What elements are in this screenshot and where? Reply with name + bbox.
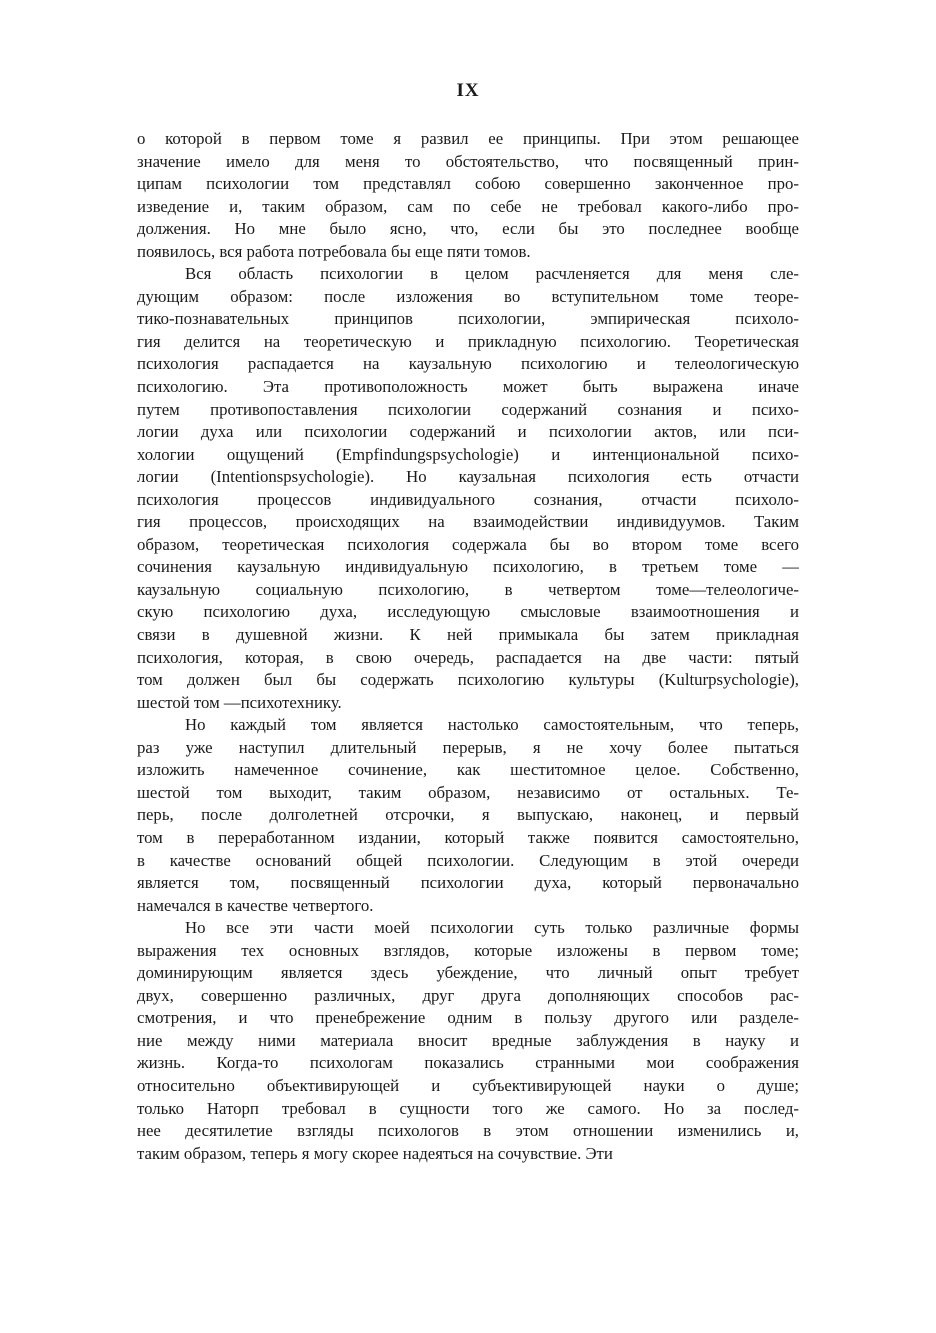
page-number: IX bbox=[456, 80, 480, 101]
text-line: в качестве оснований общей психологии. Следующим в этой очереди bbox=[137, 850, 799, 870]
text-line: смотрения, и что пренебрежение одним в пользу другого или разделе- bbox=[137, 1008, 799, 1028]
text-line: жизнь. Когда-то психологам показались странными мои соображения bbox=[137, 1053, 799, 1073]
paragraph bbox=[137, 263, 799, 714]
paragraph bbox=[137, 714, 799, 917]
text-line: является том, посвященный психологии духа, который первоначально bbox=[137, 873, 799, 893]
text-line: двух, совершенно различных, друг друга дополняющих способов рас- bbox=[137, 985, 799, 1005]
text-line: раз уже наступил длительный перерыв, я не хочу более пытаться bbox=[137, 737, 799, 757]
text-line: доминирующим является здесь убеждение, что личный опыт требует bbox=[137, 963, 799, 983]
text-line: относительно объективирующей и субъективирующей науки о душе; bbox=[137, 1075, 799, 1095]
text-line: только Наторп требовал в сущности того же самого. Но за послед- bbox=[137, 1098, 799, 1118]
text-line: изложить намеченное сочинение, как шеститомное целое. Собственно, bbox=[137, 760, 799, 780]
text-line: психология, которая, в свою очередь, распадается на две части: пятый bbox=[137, 647, 799, 667]
text-line: дующим образом: после изложения во вступительном томе теоре- bbox=[137, 286, 799, 306]
text-line: ципам психологии том представлял собою совершенно законченное про- bbox=[137, 174, 799, 194]
text-line: Вся область психологии в целом расчленяется для меня сле- bbox=[185, 264, 799, 284]
text-line: психология распадается на каузальную психологию и телеологическую bbox=[137, 354, 799, 374]
text-line: гия делится на теоретическую и прикладную психологию. Теоретическая bbox=[137, 331, 799, 351]
text-line: шестой том —психотехнику. bbox=[137, 692, 342, 712]
text-line: изведение и, таким образом, сам по себе не требовал какого-либо про- bbox=[137, 196, 799, 216]
text-line: гия процессов, происходящих на взаимодействии индивидуумов. Таким bbox=[137, 512, 799, 532]
paragraph bbox=[137, 917, 799, 1165]
text-line: сочинения каузальную индивидуальную психологию, в третьем томе — bbox=[137, 557, 799, 577]
text-line: связи в душевной жизни. К ней примыкала бы затем прикладная bbox=[137, 625, 799, 645]
text-line: логии (Intentionspsychologie). Но каузальная психология есть отчасти bbox=[137, 467, 799, 487]
text-line: путем противопоставления психологии содержаний сознания и психо- bbox=[137, 399, 799, 419]
text-line: должения. Но мне было ясно, что, если бы это последнее вообще bbox=[137, 219, 799, 239]
text-line: перь, после долголетней отсрочки, я выпускаю, наконец, и первый bbox=[137, 805, 799, 825]
text-line: Но каждый том является настолько самостоятельным, что теперь, bbox=[185, 715, 799, 735]
text-line: том должен был бы содержать психологию культуры (Kulturpsychologie), bbox=[137, 670, 799, 690]
text-line: психология процессов индивидуального сознания, отчасти психоло- bbox=[137, 489, 799, 509]
text-line: нее десятилетие взгляды психологов в этом отношении изменились и, bbox=[137, 1121, 799, 1141]
text-line: каузальную социальную психологию, в четвертом томе—телеологиче- bbox=[137, 579, 799, 599]
text-line: образом, теоретическая психология содержала бы во втором томе всего bbox=[137, 534, 799, 554]
text-line: скую психологию духа, исследующую смысловые взаимоотношения и bbox=[137, 602, 799, 622]
text-line: тико-познавательных принципов психологии, эмпирическая психоло- bbox=[137, 309, 799, 329]
text-line: появилось, вся работа потребовала бы еще пяти томов. bbox=[137, 241, 531, 261]
text-line: психологию. Эта противоположность может быть выражена иначе bbox=[137, 377, 799, 397]
text-line: хологии ощущений (Empfindungspsychologie) и интенциональной психо- bbox=[137, 444, 799, 464]
text-line: ние между ними материала вносит вредные заблуждения в науку и bbox=[137, 1030, 799, 1050]
page-text bbox=[137, 128, 799, 1165]
text-line: том в переработанном издании, который также появится самостоятельно, bbox=[137, 827, 799, 847]
text-line: о которой в первом томе я развил ее принципы. При этом решающее bbox=[137, 129, 799, 148]
text-line: таким образом, теперь я могу скорее надеяться на сочувствие. Эти bbox=[137, 1143, 613, 1163]
text-line: значение имело для меня то обстоятельство, что посвященный прин- bbox=[137, 151, 799, 171]
paragraph bbox=[137, 128, 799, 263]
text-line: выражения тех основных взглядов, которые изложены в первом томе; bbox=[137, 940, 799, 960]
text-line: Но все эти части моей психологии суть только различные формы bbox=[185, 918, 799, 938]
text-line: логии духа или психологии содержаний и психологии актов, или пси- bbox=[137, 422, 799, 442]
text-line: намечался в качестве четвертого. bbox=[137, 895, 374, 915]
text-line: шестой том выходит, таким образом, независимо от остальных. Те- bbox=[137, 782, 799, 802]
